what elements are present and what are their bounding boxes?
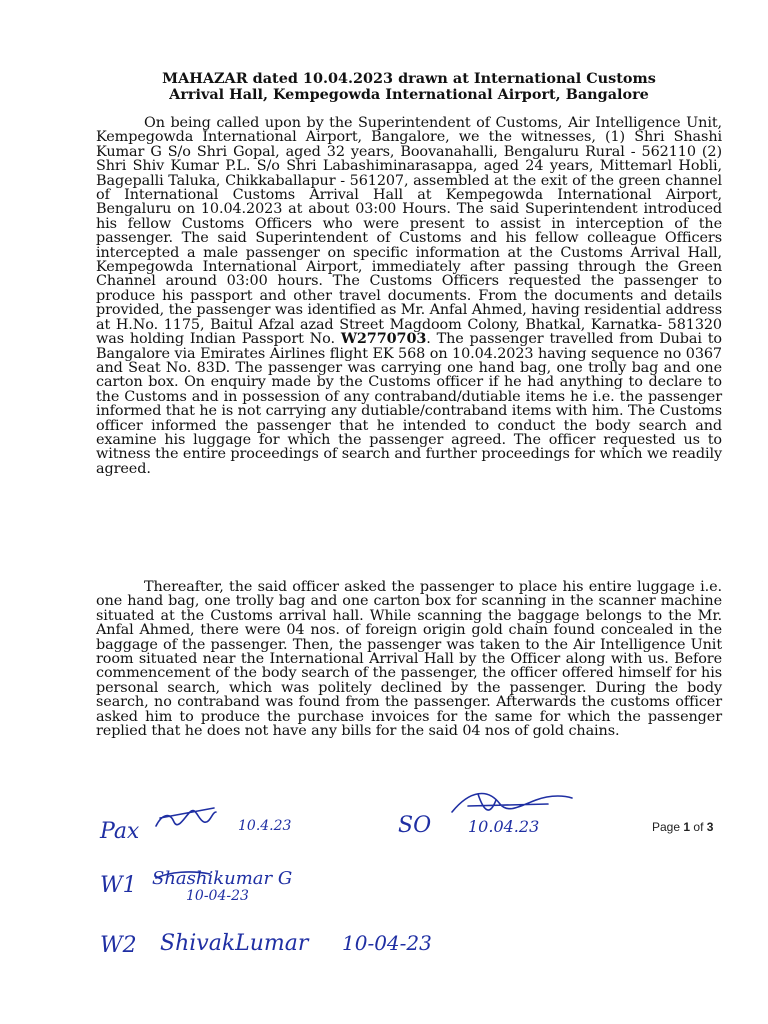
passport-number: W2770703 [340,330,427,348]
page-current: 1 [683,820,691,834]
w2-name: ShivakLumar [160,931,309,956]
paragraph-1-part-b: . The passenger travelled from Dubai to Bangalore via Emirates Airlines flight EK 568 on 10.04.2023 having sequence no 0367 and Seat No. 83D. The passenger was carrying one hand bag, one trolly bag and one carton box. On enquiry made by the Customs officer if he had anything to declare to the Customs and in possession of any contraband/dutiable items he i.e. the passenger informed that he is not carrying any dutiable/contraband items with him. The Customs officer informed the passenger that he intended to conduct the body search and examine his luggage for which the passenger agreed. The officer requested us to witness the entire proceedings of search and further proceedings for which we readily agreed. [96,331,722,477]
w1-name: Shashikumar G [152,868,293,889]
w1-label: W1 [100,873,137,898]
pax-label: Pax [100,819,140,844]
page-total: 3 [706,820,714,834]
page-word: Page [652,820,681,834]
title-line-1: MAHAZAR dated 10.04.2023 drawn at International Customs [162,70,656,87]
pax-date: 10.4.23 [238,818,292,834]
pax-signature [156,808,216,826]
paragraph-2: Thereafter, the said officer asked the passenger to place his entire luggage i.e. one hand bag, one trolly bag and one carton box for scanning in the scanner machine situated at the Customs arrival hall. While scanning the baggage belongs to the Mr. Anfal Ahmed, there were 04 nos. of foreign origin gold chain found concealed in the baggage of the passenger. Then, the passenger was taken to the Air Intelligence Unit room situated near the International Arrival Hall by the Officer along with us. Before commencement of the body search of the passenger, the officer offered himself for his personal search, which was politely declined by the passenger. During the body search, no contraband was found from the passenger. Afterwards the customs officer asked him to produce the purchase invoices for the same for which the passenger replied that he does not have any bills for the said 04 nos of gold chains. [96,579,722,740]
title-line-2: Arrival Hall, Kempegowda International Airport, Bangalore [169,86,649,103]
page-of: of [693,820,704,834]
w1-date: 10-04-23 [186,888,249,904]
so-label: SO [398,813,432,838]
w2-date: 10-04-23 [342,931,432,955]
so-signature [452,794,572,812]
so-date: 10.04.23 [468,817,540,836]
paragraph-1-part-a: On being called upon by the Superintendent of Customs, Air Intelligence Unit, Kempegowda International Airport, Bangalore, we the witnesses, (1) Shri Shashi Kumar G S/o Shri Gopal, aged 32 years, Boovanahalli, Bengaluru Rural - 562110 (2) Shri Shiv Kumar P.L. S/o Shri Labashiminarasappa, aged 24 years, Mittemarl Hobli, Bagepalli Taluka, Chikkaballapur - 561207, assembled at the exit of the green channel of International Customs Arrival Hall at Kempegowda International Airport, Bengaluru on 10.04.2023 at about 03:00 Hours. The said Superintendent introduced his fellow Customs Officers who were present to assist in interception of the passenger. The said Superintendent of Customs and his fellow colleague Officers intercepted a male passenger on specific information at the Customs Arrival Hall, Kempegowda International Airport, immediately after passing through the Green Channel around 03:00 hours. The Customs Officers requested the passenger to produce his passport and other travel documents. From the documents and details provided, the passenger was identified as Mr. Anfal Ahmed, having residential address at H.No. 1175, Baitul Afzal azad Street Magdoom Colony, Bhatkal, Karnatka- 581320 was holding Indian Passport No. [96,115,722,348]
w2-label: W2 [100,933,137,958]
